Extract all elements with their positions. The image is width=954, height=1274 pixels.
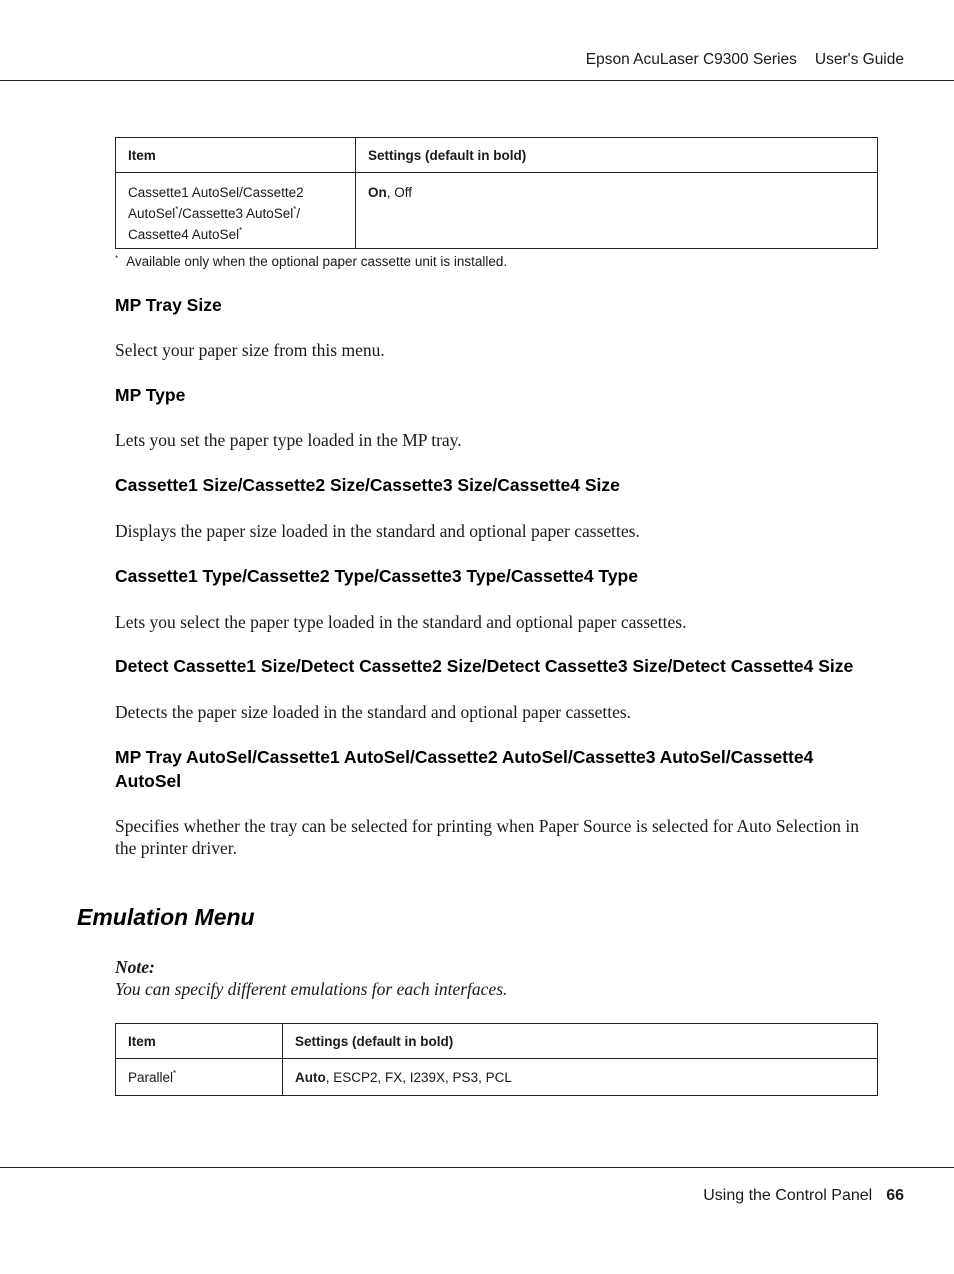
emulation-settings-table (115, 1023, 878, 1096)
section-heading: Cassette1 Size/Cassette2 Size/Cassette3 Size/Cassette4 Size (115, 475, 620, 495)
settings-cell: On, Off (356, 173, 878, 249)
table-header-row (116, 138, 878, 173)
product-name: Epson AcuLaser C9300 Series (585, 51, 797, 68)
emulation-menu-heading: Emulation Menu (77, 904, 255, 930)
item-column-header: Item (116, 1024, 283, 1059)
section-heading: MP Tray AutoSel/Cassette1 AutoSel/Cassette2 AutoSel/Cassette3 AutoSel/Cassette4 AutoSel (115, 747, 814, 791)
default-value: Auto (295, 1069, 326, 1085)
guide-name: User's Guide (814, 51, 904, 68)
section-body: Select your paper size from this menu. (115, 340, 385, 360)
section-heading: MP Type (115, 385, 186, 405)
section-body: Specifies whether the tray can be selected for printing when Paper Source is selected for Auto Selection in the printer driver. (115, 816, 859, 858)
chapter-title: Using the Control Panel (703, 1187, 873, 1204)
page-number: 66 (886, 1187, 904, 1204)
settings-column-header: Settings (default in bold) (283, 1024, 878, 1059)
default-value: On (368, 185, 387, 200)
section-body: Detects the paper size loaded in the standard and optional paper cassettes. (115, 702, 632, 722)
section-heading: Cassette1 Type/Cassette2 Type/Cassette3 Type/Cassette4 Type (115, 566, 638, 586)
table-header-row (116, 1024, 878, 1059)
settings-column-header: Settings (default in bold) (356, 138, 878, 173)
note-block (115, 956, 507, 1000)
page-footer (0, 1167, 954, 1227)
section-heading: MP Tray Size (115, 295, 222, 315)
note-text: You can specify different emulations for each interfaces. (115, 979, 508, 999)
autosel-settings-table (115, 137, 878, 249)
item-cell: Parallel* (116, 1059, 283, 1096)
table-row (116, 1059, 878, 1096)
table-footnote: * Available only when the optional paper cassette unit is installed. (115, 254, 508, 269)
running-header (586, 51, 904, 69)
settings-cell: Auto, ESCP2, FX, I239X, PS3, PCL (283, 1059, 878, 1096)
section-body: Lets you set the paper type loaded in the MP tray. (115, 430, 462, 450)
item-column-header: Item (116, 138, 356, 173)
section-heading: Detect Cassette1 Size/Detect Cassette2 Size/Detect Cassette3 Size/Detect Cassette4 Size (115, 656, 854, 676)
page-header (0, 0, 954, 81)
note-label: Note: (115, 957, 155, 977)
item-cell: Cassette1 AutoSel/Cassette2 AutoSel*/Cassette3 AutoSel*/ Cassette4 AutoSel* (116, 173, 356, 249)
section-body: Lets you select the paper type loaded in the standard and optional paper cassettes. (115, 612, 687, 632)
section-body: Displays the paper size loaded in the standard and optional paper cassettes. (115, 521, 640, 541)
table-row (116, 173, 878, 249)
